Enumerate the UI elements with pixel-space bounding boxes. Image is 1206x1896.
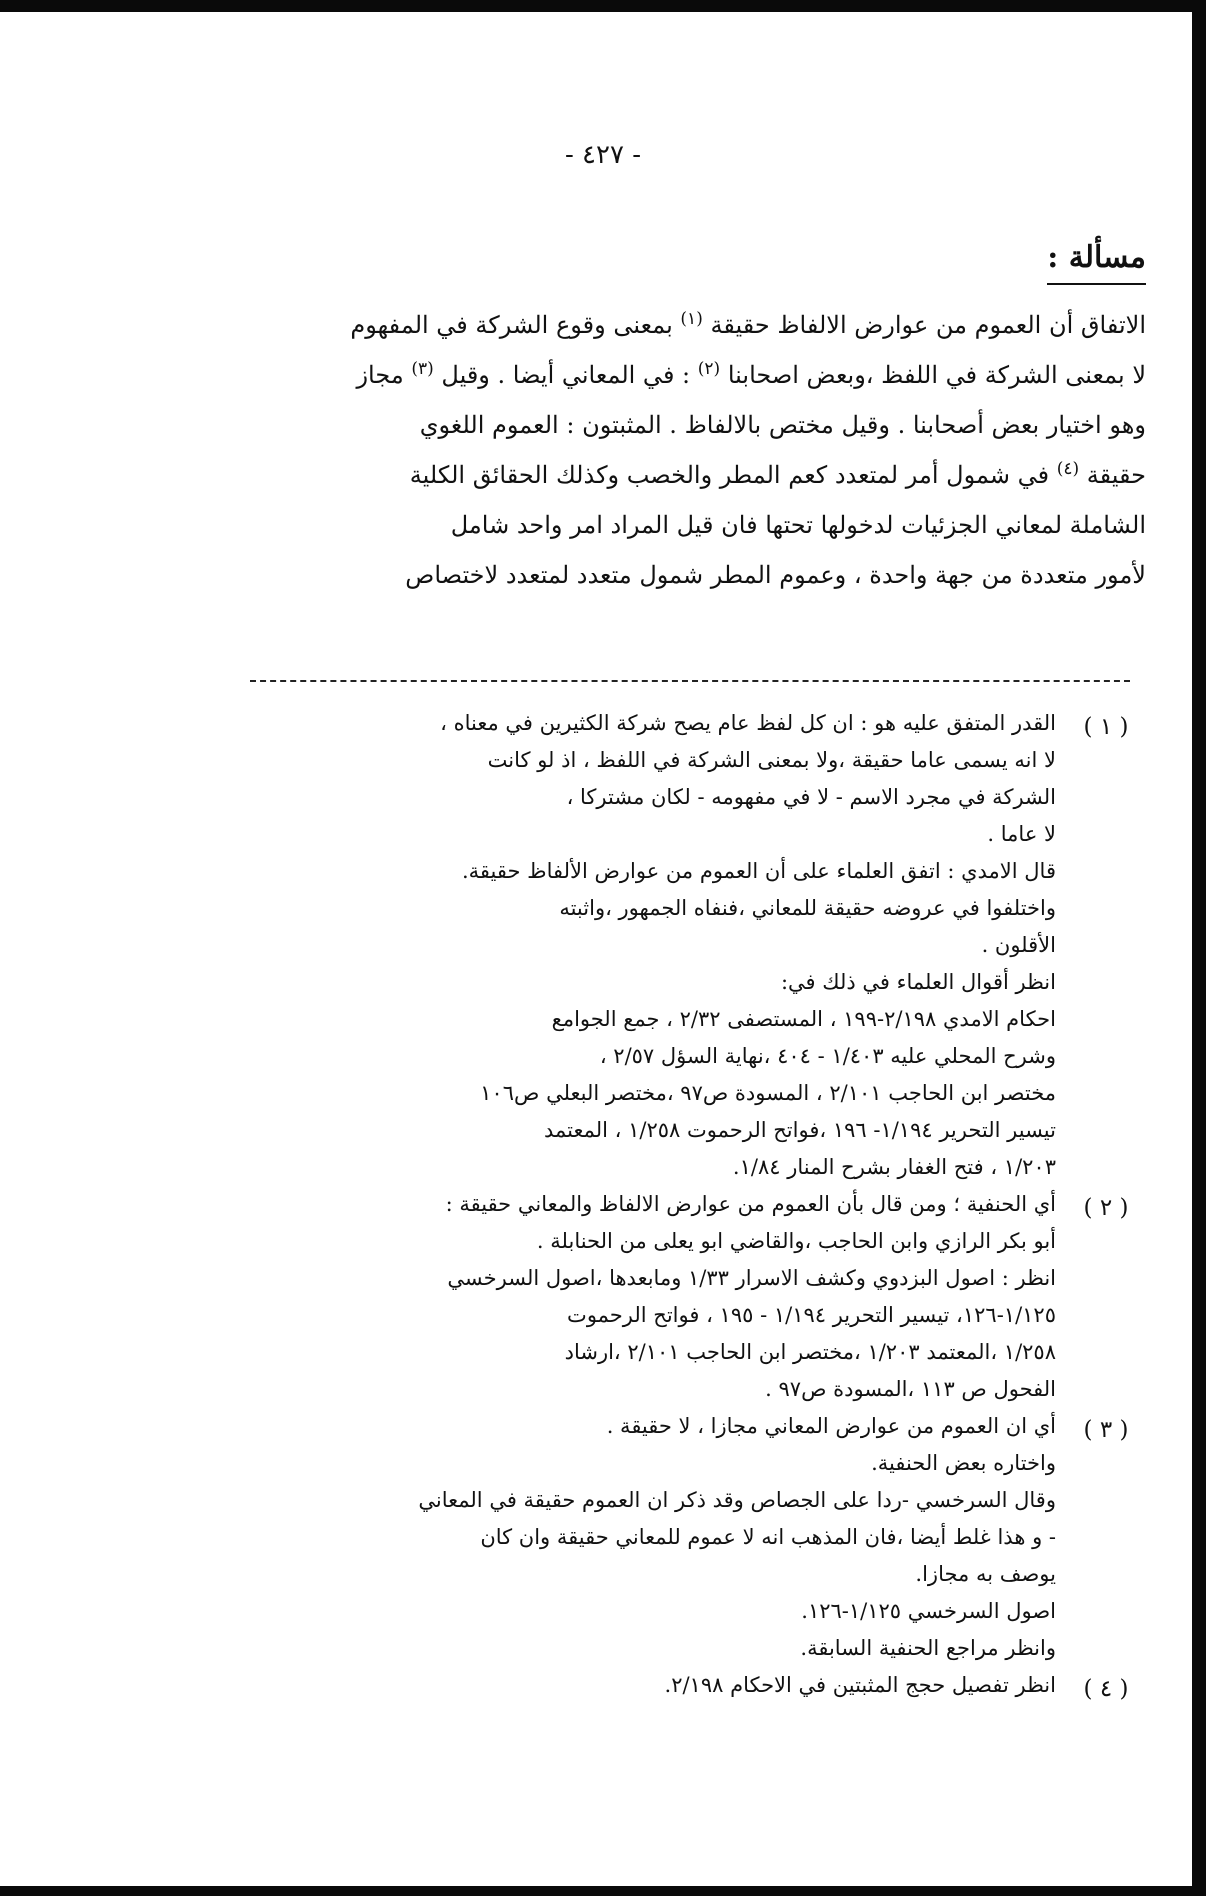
- footnote-line: ١/١٢٥-١٢٦، تيسير التحرير ١/١٩٤ - ١٩٥ ، فواتح الرحموت: [567, 1303, 1056, 1327]
- footnote-line: ١/٢٥٨ ،المعتمد ١/٢٠٣ ،مختصر ابن الحاجب ٢/١٠١ ،ارشاد: [564, 1340, 1056, 1364]
- footnote-line: يوصف به مجازا.: [915, 1562, 1056, 1586]
- footnote-line: لا عاما .: [987, 822, 1056, 846]
- text-run: وهو اختيار بعض أصحابنا . وقيل مختص بالالفاظ . المثبتون : العموم اللغوي: [419, 411, 1146, 439]
- footnote-line: الشركة في مجرد الاسم - لا في مفهومه - لكان مشتركا ،: [566, 785, 1056, 809]
- footnote-line: أي ان العموم من عوارض المعاني مجازا ، لا حقيقة .: [606, 1414, 1056, 1438]
- footnote-line: القدر المتفق عليه هو : ان كل لفظ عام يصح شركة الكثيرين في معناه ،: [440, 711, 1056, 735]
- footnote-line: - و هذا غلط أيضا ،فان المذهب انه لا عموم للمعاني حقيقة وان كان: [480, 1525, 1056, 1549]
- text-run: لأمور متعددة من جهة واحدة ، وعموم المطر شمول متعدد لمتعدد لاختصاص: [405, 561, 1146, 589]
- footnote-line: ١/٢٠٣ ، فتح الغفار بشرح المنار ١/٨٤.: [732, 1155, 1056, 1179]
- footnote-number: ( ١ ): [1083, 714, 1129, 740]
- footnote-4: [66, 1667, 1146, 1707]
- footnote-line: وقال السرخسي -ردا على الجصاص وقد ذكر ان العموم حقيقة في المعاني: [418, 1488, 1056, 1512]
- footnote-reference[interactable]: (١): [680, 309, 703, 329]
- footnote-line: أبو بكر الرازي وابن الحاجب ،والقاضي ابو يعلى من الحنابلة .: [536, 1229, 1056, 1253]
- footnote-reference[interactable]: (٢): [697, 359, 721, 379]
- footnote-line: واختلفوا في عروضه حقيقة للمعاني ،فنفاه الجمهور ،واثبته: [559, 896, 1056, 920]
- footnote-line: وشرح المحلي عليه ١/٤٠٣ - ٤٠٤ ،نهاية السؤل ٢/٥٧ ،: [599, 1044, 1056, 1068]
- footnote-line: واختاره بعض الحنفية.: [871, 1451, 1056, 1475]
- footnote-line: وانظر مراجع الحنفية السابقة.: [800, 1636, 1056, 1660]
- scan-border-top: [0, 0, 1206, 12]
- footnote-line: انظر تفصيل حجج المثبتين في الاحكام ٢/١٩٨.: [664, 1673, 1056, 1697]
- section-heading: مسألة :: [1047, 240, 1146, 285]
- footnote-text: [66, 705, 1066, 1186]
- footnote-divider: [250, 680, 1130, 682]
- footnote-number: ( ٣ ): [1083, 1417, 1129, 1443]
- footnote-line: أي الحنفية ؛ ومن قال بأن العموم من عوارض الالفاظ والمعاني حقيقة :: [445, 1192, 1056, 1216]
- text-run: لا بمعنى الشركة في اللفظ ،وبعض اصحابنا: [727, 361, 1146, 389]
- footnote-line: انظر أقوال العلماء في ذلك في:: [780, 970, 1056, 994]
- footnote-line: احكام الامدي ٢/١٩٨-١٩٩ ، المستصفى ٢/٣٢ ، جمع الجوامع: [551, 1007, 1056, 1031]
- footnote-reference[interactable]: (٣): [411, 359, 434, 379]
- footnote-2: [66, 1186, 1146, 1408]
- footnote-reference[interactable]: (٤): [1056, 459, 1080, 479]
- footnote-line: الأقلون .: [981, 933, 1056, 957]
- footnote-line: انظر : اصول البزدوي وكشف الاسرار ١/٣٣ ومابعدها ،اصول السرخسي: [447, 1266, 1056, 1290]
- page-number: - ٤٢٧ -: [564, 140, 642, 170]
- footnotes: [66, 705, 1146, 1707]
- scan-border-bottom: [0, 1886, 1206, 1896]
- text-run: في شمول أمر لمتعدد كعم المطر والخصب وكذلك الحقائق الكلية: [409, 461, 1050, 489]
- footnote-number: ( ٢ ): [1083, 1195, 1129, 1221]
- footnote-text: [66, 1667, 1066, 1704]
- main-text-line: [146, 450, 1146, 500]
- text-run: حقيقة: [1086, 461, 1146, 489]
- scan-border-right: [1192, 0, 1206, 1896]
- main-text-line: [146, 500, 1146, 550]
- footnote-line: تيسير التحرير ١/١٩٤- ١٩٦ ،فواتح الرحموت ١/٢٥٨ ، المعتمد: [543, 1118, 1056, 1142]
- footnote-line: مختصر ابن الحاجب ٢/١٠١ ، المسودة ص٩٧ ،مختصر البعلي ص١٠٦: [480, 1081, 1056, 1105]
- main-text-line: [146, 550, 1146, 600]
- footnote-number: ( ٤ ): [1083, 1676, 1129, 1702]
- main-text: [146, 300, 1146, 600]
- text-run: الشاملة لمعاني الجزئيات لدخولها تحتها فان قيل المراد امر واحد شامل: [450, 511, 1146, 539]
- footnote-1: [66, 705, 1146, 1186]
- main-text-line: [146, 400, 1146, 450]
- footnote-line: الفحول ص ١١٣ ،المسودة ص٩٧ .: [765, 1377, 1056, 1401]
- footnote-3: [66, 1408, 1146, 1667]
- main-text-line: [146, 350, 1146, 400]
- text-run: مجاز: [356, 361, 404, 389]
- footnote-text: [66, 1408, 1066, 1667]
- text-run: الاتفاق أن العموم من عوارض الالفاظ حقيقة: [710, 311, 1146, 339]
- footnote-line: لا انه يسمى عاما حقيقة ،ولا بمعنى الشركة في اللفظ ، اذ لو كانت: [487, 748, 1056, 772]
- text-run: : في المعاني أيضا . وقيل: [441, 361, 691, 389]
- footnote-line: قال الامدي : اتفق العلماء على أن العموم من عوارض الألفاظ حقيقة.: [462, 859, 1056, 883]
- footnote-line: اصول السرخسي ١/١٢٥-١٢٦.: [801, 1599, 1056, 1623]
- text-run: بمعنى وقوع الشركة في المفهوم: [350, 311, 673, 339]
- main-text-line: [146, 300, 1146, 350]
- footnote-text: [66, 1186, 1066, 1408]
